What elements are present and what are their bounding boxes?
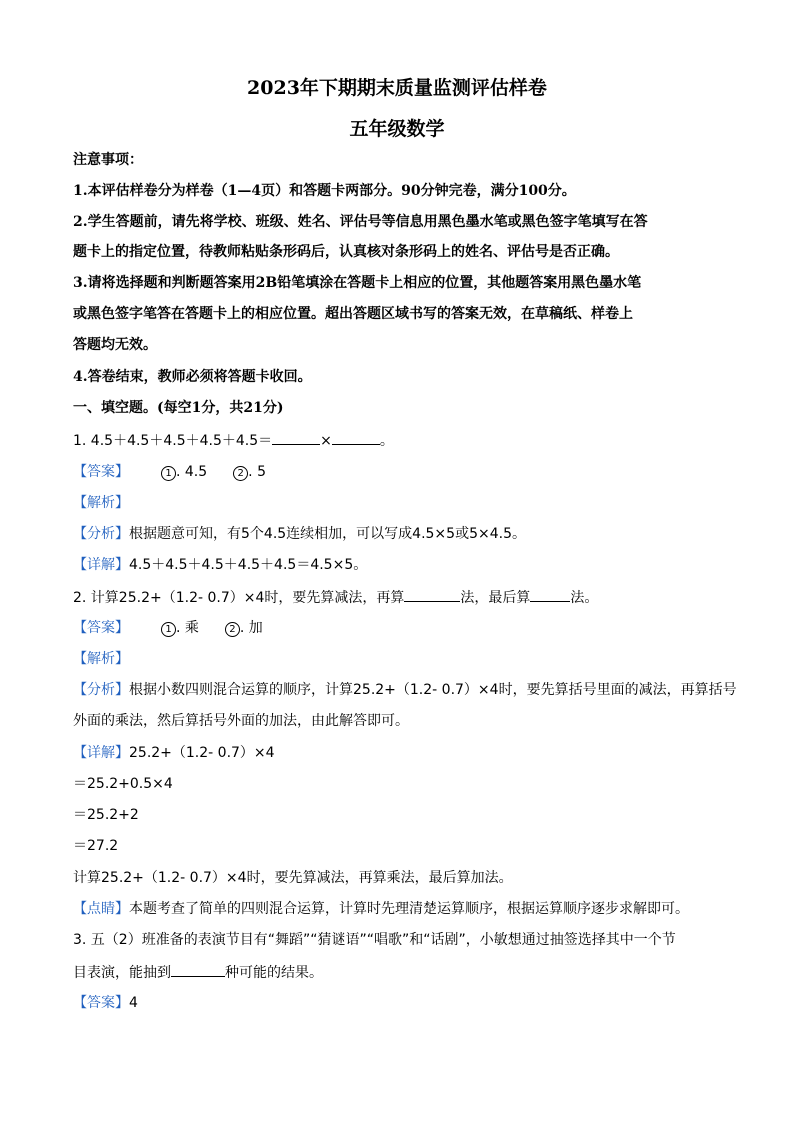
question-2-fenxi-cont: 外面的乘法，然后算括号外面的加法，由此解答即可。 <box>73 713 409 729</box>
question-2 <box>73 587 598 608</box>
question-2-end: 法。 <box>570 590 599 606</box>
question-2-conclusion: 计算25.2+（1.2- 0.7）×4时，要先算减法，再算乘法，最后算加法。 <box>73 870 513 886</box>
question-1-answer <box>73 462 266 482</box>
note-3-line-2: 或黑色签字笔答在答题卡上的相应位置。超出答题区域书写的答案无效，在草稿纸、样卷上 <box>73 306 633 322</box>
note-2-line-1: 2.学生答题前，请先将学校、班级、姓名、评估号等信息用黑色墨水笔或黑色签字笔填写在答 <box>73 214 648 230</box>
circled-number-icon: 2 <box>233 466 248 481</box>
answer-blank <box>530 587 570 602</box>
circled-number-icon: 1 <box>161 622 176 637</box>
dianjing-tag: 【点睛】 <box>73 901 129 917</box>
analysis-tag: 【解析】 <box>73 495 129 511</box>
fenxi-text: 根据小数四则混合运算的顺序，计算25.2+（1.2- 0.7）×4时，要先算括号里面的减法，再算括号 <box>129 682 737 698</box>
times-sign: × <box>320 433 332 449</box>
note-1: 1.本评估样卷分为样卷（1—4页）和答题卡两部分。90分钟完卷，满分100分。 <box>73 183 576 199</box>
answer-blank <box>171 962 225 977</box>
analysis-tag: 【解析】 <box>73 651 129 667</box>
detail-step-2: ＝25.2+0.5×4 <box>73 776 173 792</box>
question-3-answer <box>73 993 138 1013</box>
question-3-text: 目表演，能抽到 <box>73 965 171 981</box>
note-2-line-2: 题卡上的指定位置，待教师粘贴条形码后，认真核对条形码上的姓名、评估号是否正确。 <box>73 244 619 260</box>
question-1-fenxi <box>73 524 526 544</box>
answer-blank <box>332 430 380 445</box>
notes-heading: 注意事项： <box>73 152 143 168</box>
answer-blank <box>404 587 460 602</box>
dianjing-text: 本题考查了简单的四则混合运算，计算时先理清楚运算顺序，根据运算顺序逐步求解即可。 <box>129 901 689 917</box>
circled-number-icon: 2 <box>225 622 240 637</box>
detail-step-3: ＝25.2+2 <box>73 807 139 823</box>
note-4: 4.答卷结束，教师必须将答题卡收回。 <box>73 369 312 385</box>
question-3-end: 种可能的结果。 <box>225 965 323 981</box>
answer-tag: 【答案】 <box>73 995 129 1011</box>
question-1-end: 。 <box>379 433 394 449</box>
question-1-text: 1. 4.5＋4.5＋4.5＋4.5＋4.5＝ <box>73 433 273 449</box>
question-1 <box>73 430 394 451</box>
note-3-line-1: 3.请将选择题和判断题答案用2B铅笔填涂在答题卡上相应的位置，其他题答案用黑色墨水笔 <box>73 275 642 291</box>
question-2-text: 2. 计算25.2+（1.2- 0.7）×4时，要先算减法，再算 <box>73 590 405 606</box>
answer-2-value: . 5 <box>248 464 266 480</box>
question-3-line-1: 3. 五（2）班准备的表演节目有“舞蹈”“猜谜语”“唱歌”和“话剧”，小敏想通过抽签选择其中一个节 <box>73 932 676 948</box>
answer-value: 4 <box>129 995 138 1011</box>
section-1-heading: 一、填空题。(每空1分，共21分) <box>73 400 284 416</box>
note-3-line-3: 答题均无效。 <box>73 337 157 353</box>
page-title: 2023年下期期末质量监测评估样卷 <box>247 77 547 99</box>
answer-1-value: . 4.5 <box>176 464 208 480</box>
answer-tag: 【答案】 <box>73 620 129 636</box>
detail-step-4: ＝27.2 <box>73 838 119 854</box>
answer-blank <box>272 430 320 445</box>
question-2-fenxi <box>73 680 737 700</box>
fenxi-tag: 【分析】 <box>73 526 129 542</box>
answer-2-value: . 加 <box>239 620 263 636</box>
page-subtitle: 五年级数学 <box>349 118 445 140</box>
question-3-line-2 <box>73 962 323 983</box>
question-2-answer <box>73 618 263 638</box>
fenxi-tag: 【分析】 <box>73 682 129 698</box>
circled-number-icon: 1 <box>161 466 176 481</box>
question-1-detail <box>73 555 367 575</box>
detail-tag: 【详解】 <box>73 557 129 573</box>
question-2-dianjing <box>73 899 689 919</box>
fenxi-text: 根据题意可知，有5个4.5连续相加，可以写成4.5×5或5×4.5。 <box>129 526 526 542</box>
detail-tag: 【详解】 <box>73 745 129 761</box>
answer-1-value: . 乘 <box>176 620 199 636</box>
detail-text: 4.5＋4.5＋4.5＋4.5＋4.5＝4.5×5。 <box>129 557 368 573</box>
question-2-detail <box>73 743 275 763</box>
detail-step-1: 25.2+（1.2- 0.7）×4 <box>129 745 275 761</box>
question-2-mid: 法，最后算 <box>460 590 531 606</box>
answer-tag: 【答案】 <box>73 464 129 480</box>
